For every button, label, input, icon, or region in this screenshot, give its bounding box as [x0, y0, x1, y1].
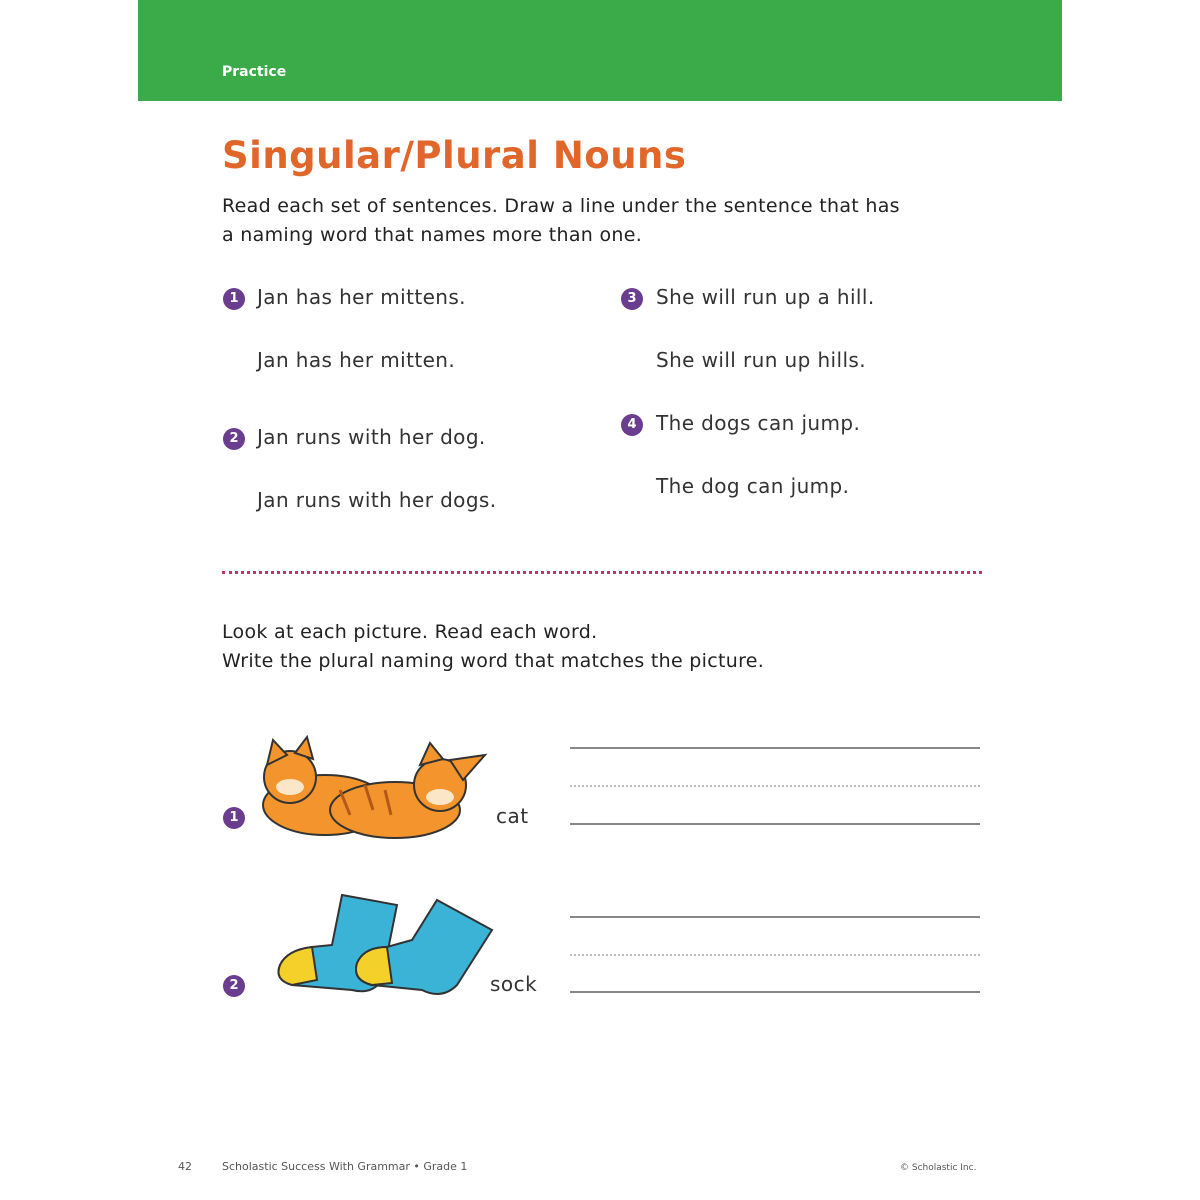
word-label: cat [496, 804, 529, 828]
sentence-option[interactable]: Jan has her mitten. [257, 348, 456, 372]
sentence-option[interactable]: The dogs can jump. [656, 411, 861, 435]
writing-line-mid [570, 785, 980, 787]
writing-line-top[interactable] [570, 916, 980, 918]
writing-line-mid [570, 954, 980, 956]
instructions-part2 [222, 618, 764, 676]
header-bar [138, 0, 1062, 101]
page-title: Singular/Plural Nouns [222, 134, 687, 177]
number-badge: 1 [223, 288, 245, 310]
number-badge: 3 [621, 288, 643, 310]
instruction-line: Read each set of sentences. Draw a line under the sentence that has [222, 195, 900, 217]
number-badge: 2 [223, 975, 245, 997]
page-number: 42 [178, 1160, 192, 1173]
number-badge: 2 [223, 428, 245, 450]
book-title: Scholastic Success With Grammar • Grade 1 [222, 1160, 468, 1173]
cats-icon [245, 735, 495, 845]
instruction-line: Write the plural naming word that matches the picture. [222, 650, 765, 672]
sentence-option[interactable]: The dog can jump. [656, 474, 850, 498]
writing-line-top[interactable] [570, 747, 980, 749]
instructions-part1 [222, 192, 900, 250]
instruction-line: Look at each picture. Read each word. [222, 621, 598, 643]
dotted-divider [222, 571, 982, 574]
number-badge: 1 [223, 807, 245, 829]
sentence-option[interactable]: Jan runs with her dog. [257, 425, 486, 449]
socks-icon [272, 885, 497, 1000]
sentence-option[interactable]: Jan has her mittens. [257, 285, 466, 309]
writing-line-base[interactable] [570, 991, 980, 993]
sentence-option[interactable]: She will run up a hill. [656, 285, 875, 309]
sentence-option[interactable]: She will run up hills. [656, 348, 867, 372]
sentence-option[interactable]: Jan runs with her dogs. [257, 488, 497, 512]
copyright: © Scholastic Inc. [900, 1163, 977, 1173]
word-label: sock [490, 972, 538, 996]
instruction-line: a naming word that names more than one. [222, 224, 643, 246]
section-label: Practice [222, 64, 287, 80]
number-badge: 4 [621, 414, 643, 436]
writing-line-base[interactable] [570, 823, 980, 825]
